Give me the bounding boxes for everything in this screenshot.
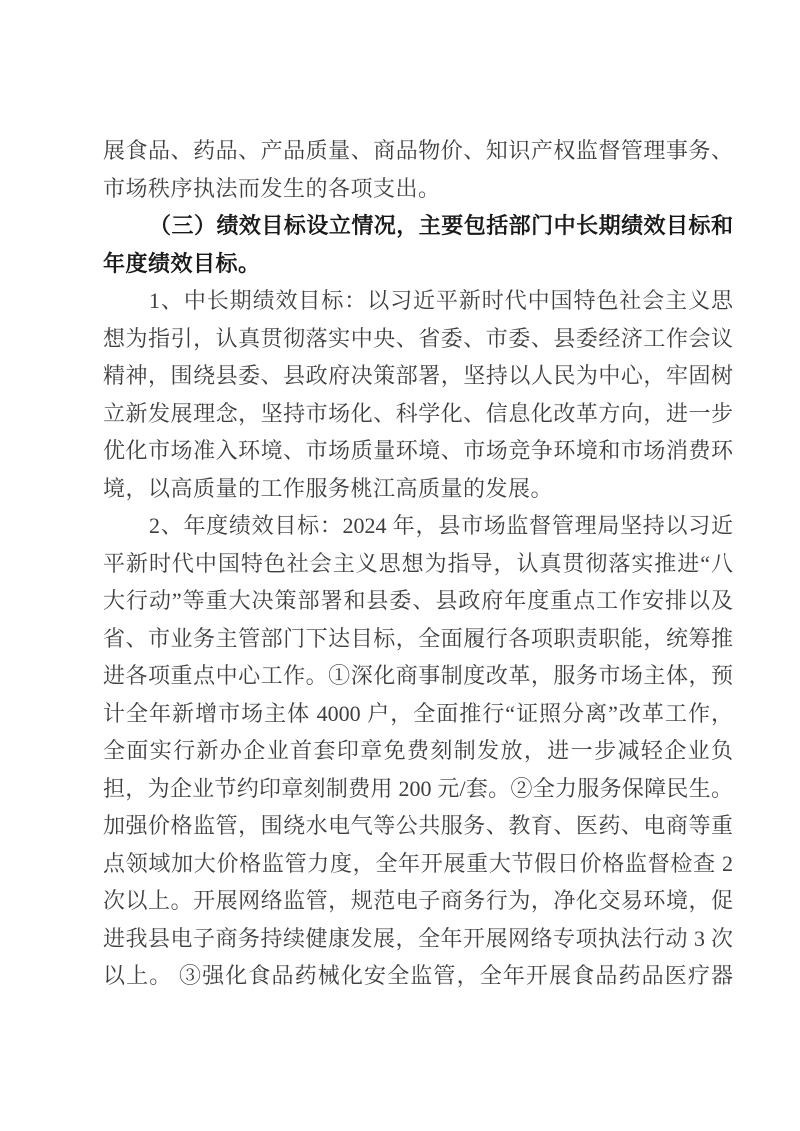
text-line: 以上。 ③强化食品药械化安全监管，全年开展食品药品医疗器 xyxy=(103,963,733,988)
text-line: 全面实行新办企业首套印章免费刻制发放，进一步减轻企业负 xyxy=(103,738,733,763)
text-line: 省、市业务主管部门下达目标，全面履行各项职责职能，统筹推 xyxy=(103,625,733,651)
heading-line: 年度绩效目标。 xyxy=(103,250,261,276)
text-line: 市场秩序执法而发生的各项支出。 xyxy=(103,175,441,201)
text-line: 境，以高质量的工作服务桃江高质量的发展。 xyxy=(103,475,554,501)
text-line: 平新时代中国特色社会主义思想为指导，认真贯彻落实推进“八 xyxy=(103,550,733,576)
text-line: 想为指引，认真贯彻落实中央、省委、市委、县委经济工作会议 xyxy=(103,325,733,351)
text-line: 展食品、药品、产品质量、商品物价、知识产权监督管理事务、 xyxy=(103,138,733,163)
heading-line: （三）绩效目标设立情况，主要包括部门中长期绩效目标和 xyxy=(149,213,733,238)
text-line: 点领域加大价格监管力度，全年开展重大节假日价格监督检查 2 xyxy=(103,850,733,876)
text-line: 进各项重点中心工作。①深化商事制度改革，服务市场主体，预 xyxy=(103,663,733,688)
text-line: 次以上。开展网络监管，规范电子商务行为，净化交易环境，促 xyxy=(103,888,733,913)
text-line: 加强价格监管，围绕水电气等公共服务、教育、医药、电商等重 xyxy=(103,813,733,838)
text-line: 计全年新增市场主体 4000 户，全面推行“证照分离”改革工作， xyxy=(103,700,733,726)
text-line: 优化市场准入环境、市场质量环境、市场竞争环境和市场消费环 xyxy=(103,438,733,463)
text-line: 精神，围绕县委、县政府决策部署，坚持以人民为中心，牢固树 xyxy=(103,363,733,388)
text-line: 大行动”等重大决策部署和县委、县政府年度重点工作安排以及 xyxy=(103,588,733,613)
text-line: 1、中长期绩效目标：以习近平新时代中国特色社会主义思 xyxy=(149,288,733,313)
text-line: 进我县电子商务持续健康发展，全年开展网络专项执法行动 3 次 xyxy=(103,925,733,951)
text-line: 2、年度绩效目标：2024 年，县市场监督管理局坚持以习近 xyxy=(149,513,733,538)
document-body xyxy=(103,132,733,995)
text-line: 立新发展理念，坚持市场化、科学化、信息化改革方向，进一步 xyxy=(103,400,733,426)
text-line: 担，为企业节约印章刻制费用 200 元/套。②全力服务保障民生。 xyxy=(103,775,733,801)
